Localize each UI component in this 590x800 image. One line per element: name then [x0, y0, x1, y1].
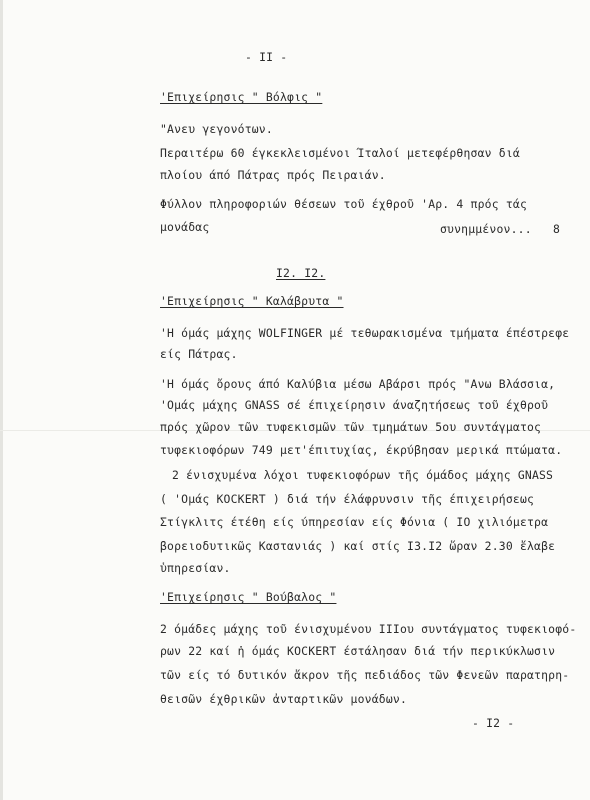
section-heading-voubalos: 'Επιχείρησις " Βούβαλος "	[160, 590, 337, 604]
body-line: μονάδας	[160, 220, 210, 234]
body-line: ρων 22 καί ἡ όμάς KOCKERT έστάλησαν διά τήν περικύκλωσιν	[160, 644, 556, 658]
body-line: βορειοδυτικῶς Καστανιάς ) καί στίς I3.I2 ὥραν 2.30 ἔλαβε	[160, 539, 556, 553]
page-left-edge	[0, 0, 3, 800]
body-line: 'Η όμάς μάχης WOLFINGER μέ τεθωρακισμένα τμήματα έπέστρεφε	[160, 326, 570, 340]
body-line: Στίγκλιτς έτέθη είς ύπηρεσίαν είς Φόνια ( IO χιλιόμετρα	[160, 515, 549, 529]
date-heading: I2. I2.	[276, 266, 326, 280]
page-number-bottom: - I2 -	[472, 716, 515, 730]
body-line: Φύλλον πληροφοριών θέσεων τοῦ έχθροῦ 'Αρ. 4 πρός τάς	[160, 197, 528, 211]
body-line: πρός χῶρον τῶν τυφεκισμῶν τῶν τμημάτων 5ου συντάγματος	[160, 420, 542, 434]
body-line: θεισῶν έχθρικῶν ἀνταρτικῶν μονάδων.	[160, 692, 408, 706]
body-line: τῶν είς τό δυτικόν ἄκρον τῆς πεδιάδος τῶν Φενεῶν παρατηρη-	[160, 668, 570, 682]
body-line: 'Ομάς μάχης GNASS σέ έπιχείρησιν άναζητήσεως τοῦ έχθροῦ	[160, 398, 549, 412]
section-heading-volfis: 'Επιχείρησις " Βόλφις "	[160, 90, 323, 104]
body-line: πλοίου άπό Πάτρας πρός Πειραιάν.	[160, 168, 386, 182]
body-line: είς Πάτρας.	[160, 347, 238, 361]
body-line: ὑπηρεσίαν.	[160, 561, 231, 575]
attachment-number: 8	[553, 222, 561, 236]
body-line: Περαιτέρω 60 έγκεκλεισμένοι Ίταλοί μετεφέρθησαν διά	[160, 146, 520, 160]
attachment-note: συνημμένον...	[440, 222, 532, 236]
body-line: τυφεκιοφόρων 749 μετ'έπιτυχίας, έκρύβησαν μερικά πτώματα.	[160, 443, 563, 457]
body-line: "Ανευ γεγονότων.	[160, 122, 273, 136]
body-line: 2 όμάδες μάχης τοῦ ένισχυμένου IIIου συντάγματος τυφεκιοφό-	[160, 622, 577, 636]
body-line: 2 ένισχυμένα λόχοι τυφεκιοφόρων τῆς όμάδος μάχης GNASS	[172, 468, 554, 482]
section-heading-kalavryta: 'Επιχείρησις " Καλάβρυτα "	[160, 294, 344, 308]
body-line: 'Η όμάς ὄρους άπό Καλύβια μέσω Αβάρσι πρός "Ανω Βλάσσια,	[160, 377, 556, 391]
page-number-top: - II -	[245, 50, 288, 64]
body-line: ( 'Ομάς KOCKERT ) διά τήν έλάφρυνσιν τῆς έπιχειρήσεως	[160, 492, 535, 506]
